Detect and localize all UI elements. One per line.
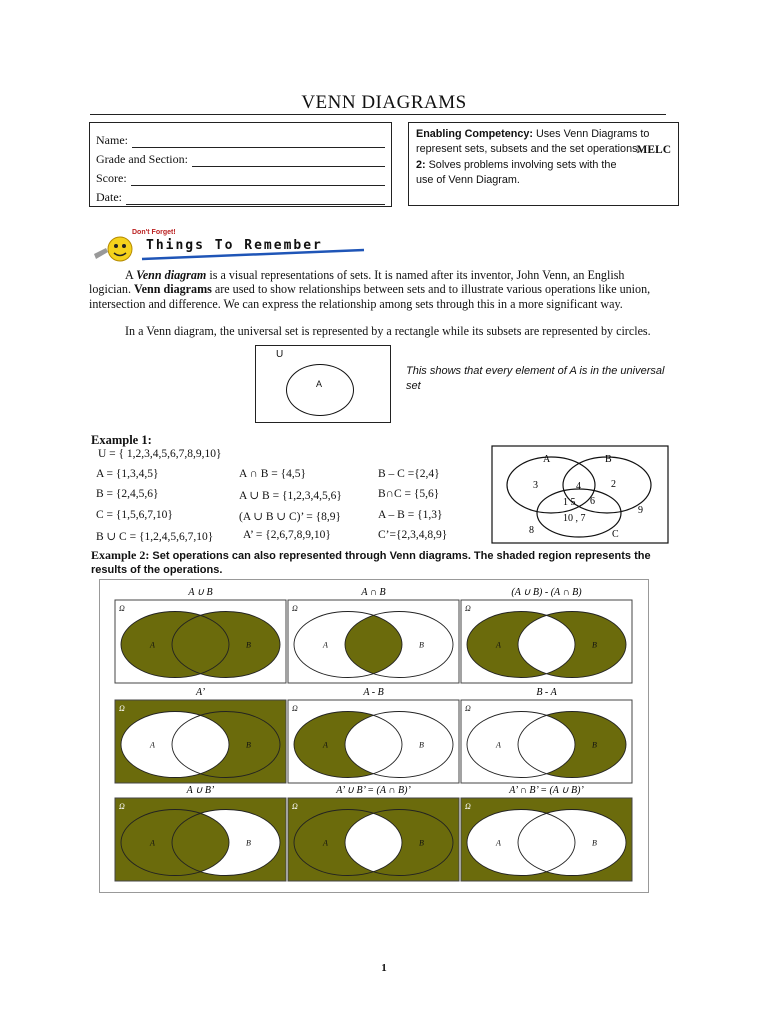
b-union-c: B ∪ C = {1,2,4,5,6,7,10} — [96, 531, 214, 543]
set-b-label: B — [419, 838, 424, 848]
set-b-label: B — [246, 838, 251, 848]
b-intersect-c: B∩C = {5,6} — [378, 488, 440, 500]
venn-caption: (A ∪ B) - (A ∩ B) — [511, 587, 582, 598]
dont-forget-text: Don't Forget! — [132, 229, 176, 236]
venn-caption: A ∪ B’ — [186, 785, 215, 796]
universal-set-diagram — [255, 345, 391, 423]
omega-label: Ω — [119, 704, 125, 713]
set-b-label: B — [246, 640, 251, 650]
things-to-remember-banner — [86, 228, 366, 266]
venn-label-c: C — [612, 529, 619, 540]
banner-text: Things To Remember — [146, 238, 323, 253]
set-b-label: B — [592, 838, 597, 848]
date-field[interactable]: Date: — [96, 186, 385, 205]
omega-label: Ω — [292, 704, 298, 713]
a-complement: A’ = {2,6,7,8,9,10} — [243, 529, 331, 541]
set-a-circle — [286, 364, 354, 416]
competency-box — [408, 122, 679, 206]
page-number: 1 — [381, 962, 387, 974]
venn-cell — [461, 785, 632, 881]
omega-label: Ω — [292, 802, 298, 811]
term-venn-diagrams: Venn diagrams — [134, 282, 212, 297]
venn-cell — [288, 785, 459, 881]
venn-cell — [115, 687, 286, 783]
venn-cell — [115, 785, 286, 881]
a-minus-b: A – B = {1,3} — [378, 509, 443, 521]
page-title: VENN DIAGRAMS — [301, 92, 467, 113]
venn-cell — [288, 687, 459, 783]
omega-label: Ω — [119, 604, 125, 613]
set-a-label: A — [323, 838, 328, 848]
set-a-label: A — [323, 640, 328, 650]
svg-text:1 5: 1 5 — [563, 497, 576, 508]
intro-paragraph: A Venn diagram is a visual representations of sets. It is named after its inventor, John Venn, an English logician. Venn diagrams are used to show relationships between sets and to illustrate various operations like union, intersection and difference. We can express the relationship among sets through this in a more significant way. — [89, 268, 651, 311]
example2-text: Example 2: Set operations can also represented through Venn diagrams. The shaded region represents the results of the operations. — [91, 548, 651, 576]
melc-label: MELC — [636, 143, 671, 156]
set-a-label: A — [496, 740, 501, 750]
abc-union-complement: (A ∪ B ∪ C)’ = {8,9} — [239, 511, 342, 523]
set-b-label: B — [419, 740, 424, 750]
name-field[interactable]: Name: — [96, 129, 385, 148]
set-operations-grid — [99, 579, 649, 893]
set-a: A = {1,3,4,5} — [96, 468, 159, 480]
example1-label: Example 1: — [91, 433, 152, 447]
set-a-label: A — [496, 838, 501, 848]
a-union-b: A ∪ B = {1,2,3,4,5,6} — [239, 490, 342, 502]
set-b-label: B — [592, 740, 597, 750]
omega-label: Ω — [119, 802, 125, 811]
svg-text:6: 6 — [590, 496, 595, 507]
svg-text:2: 2 — [611, 479, 616, 490]
set-b: B = {2,4,5,6} — [96, 488, 159, 500]
omega-label: Ω — [465, 604, 471, 613]
set-b-label: B — [419, 640, 424, 650]
grade-section-field[interactable]: Grade and Section: — [96, 148, 385, 167]
score-field[interactable]: Score: — [96, 167, 385, 186]
universe-set: U = { 1,2,3,4,5,6,7,8,9,10} — [98, 448, 222, 460]
venn-caption: A - B — [363, 687, 384, 698]
svg-text:10 , 7: 10 , 7 — [563, 513, 586, 524]
set-b-label: B — [592, 640, 597, 650]
b-minus-c: B – C ={2,4} — [378, 468, 440, 480]
svg-text:8: 8 — [529, 525, 534, 536]
venn-cell — [288, 587, 459, 683]
set-a-label: A — [323, 740, 328, 750]
melc-text: Solves problems involving sets with the use of Venn Diagram. — [416, 158, 617, 186]
u-label: U — [276, 349, 284, 360]
venn-cell — [115, 587, 286, 683]
set-a-label: A — [496, 640, 501, 650]
venn-cell — [461, 587, 632, 683]
universal-caption: This shows that every element of A is in the universal set — [406, 365, 665, 392]
a-label: A — [316, 379, 323, 389]
set-b-label: B — [246, 740, 251, 750]
venn-caption: A ∪ B — [188, 587, 213, 598]
a-intersect-b: A ∩ B = {4,5} — [239, 468, 307, 480]
svg-text:4: 4 — [576, 481, 581, 492]
venn-caption: A ∩ B — [361, 587, 386, 598]
svg-text:9: 9 — [638, 505, 643, 516]
set-c: C = {1,5,6,7,10} — [96, 509, 173, 521]
omega-label: Ω — [465, 704, 471, 713]
venn-caption: B - A — [536, 687, 557, 698]
three-set-venn — [491, 445, 671, 545]
set-a-label: A — [150, 838, 155, 848]
set-a-label: A — [150, 740, 155, 750]
intro-paragraph-2: In a Venn diagram, the universal set is represented by a rectangle while its subsets are represented by circles. — [125, 324, 651, 338]
competency-text: Uses Venn Diagrams to represent sets, subsets and the set operations. — [416, 128, 650, 156]
venn-cell — [461, 687, 632, 783]
venn-label-a: A — [543, 454, 551, 465]
set-a-label: A — [150, 640, 155, 650]
student-info-box — [89, 122, 392, 207]
term-venn-diagram: Venn diagram — [136, 268, 207, 282]
melc-code: 2: — [416, 158, 426, 171]
omega-label: Ω — [465, 802, 471, 811]
title-underline — [90, 114, 666, 115]
venn-grid-svg — [100, 580, 648, 892]
venn-caption: A’ ∩ B’ = (A ∪ B)’ — [509, 785, 584, 796]
venn-label-b: B — [605, 454, 612, 465]
venn-caption: A’ — [195, 687, 206, 698]
c-complement: C’={2,3,4,8,9} — [378, 529, 448, 541]
svg-text:3: 3 — [533, 480, 538, 491]
venn-caption: A’ ∪ B’ = (A ∩ B)’ — [336, 785, 411, 796]
omega-label: Ω — [292, 604, 298, 613]
competency-heading: Enabling Competency: — [416, 128, 533, 140]
